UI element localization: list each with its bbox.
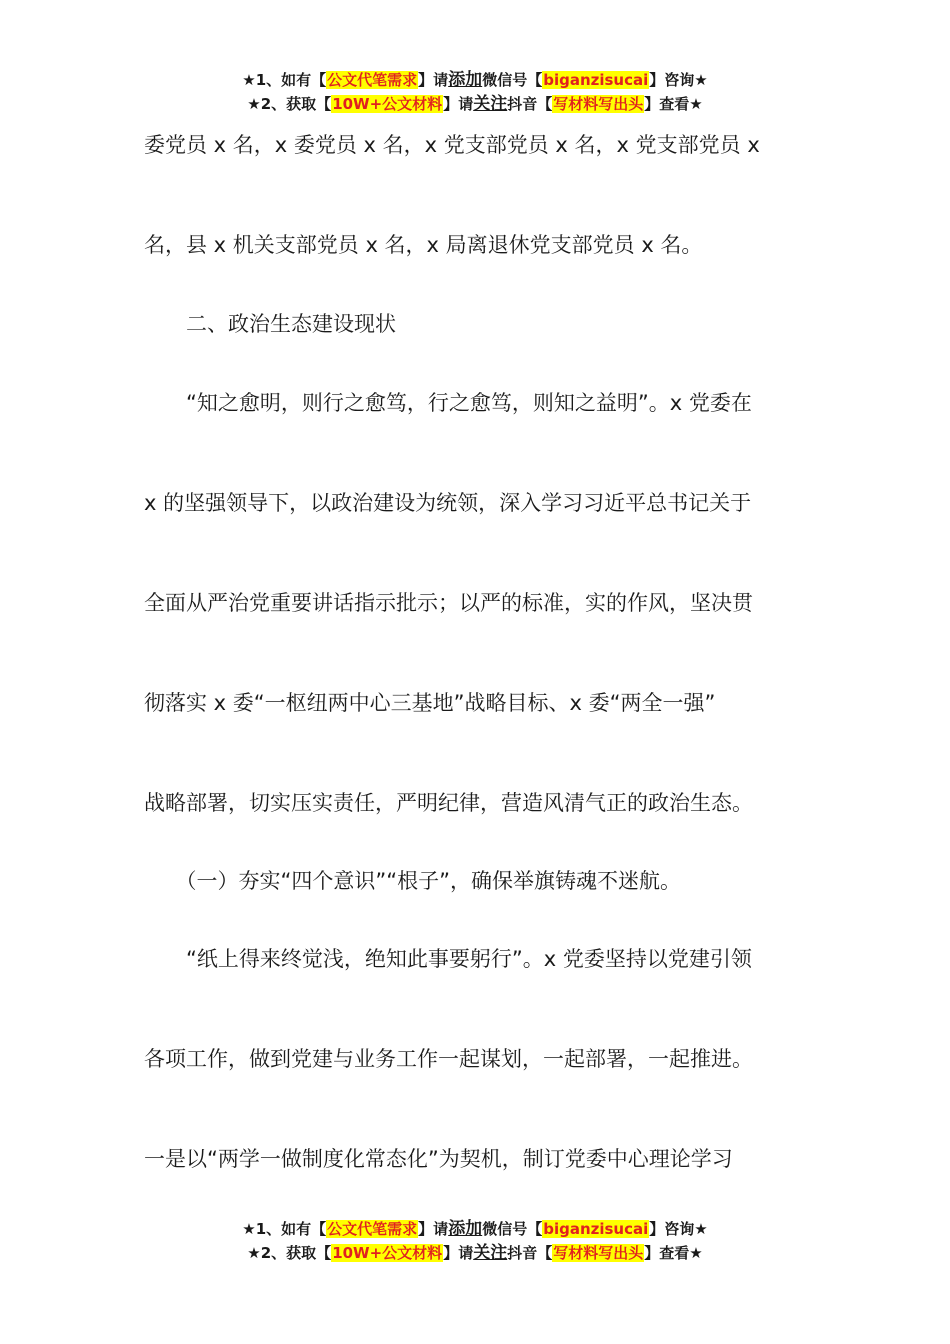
banner-line-2 [0, 1241, 950, 1265]
body-line: 战略部署，切实压实责任，严明纪律，营造风清气正的政治生态。 [144, 791, 753, 815]
body-line: x 的坚强领导下，以政治建设为统领，深入学习习近平总书记关于 [144, 491, 752, 515]
body-line: 全面从严治党重要讲话指示批示；以严的标准，实的作风，坚决贯 [144, 591, 753, 615]
highlight-materials: 10W+公文材料 [332, 95, 443, 113]
body-line: 彻落实 x 委“一枢纽两中心三基地”战略目标、x 委“两全一强” [144, 691, 716, 715]
banner-emphasis: 关注 [473, 1243, 508, 1263]
banner-line-1 [0, 68, 950, 92]
highlight-service: 公文代笔需求 [327, 71, 418, 89]
body-line: 各项工作，做到党建与业务工作一起谋划，一起部署，一起推进。 [144, 1047, 753, 1071]
subsection-heading: （一）夯实“四个意识”“根子”，确保举旗铸魂不迷航。 [144, 869, 682, 893]
banner-text: 微信号【 [482, 1220, 543, 1238]
highlight-wechat-id: biganzisucai [543, 71, 649, 89]
highlight-wechat-id: biganzisucai [543, 1220, 649, 1238]
banner-emphasis: 添加 [448, 1219, 483, 1239]
highlight-materials: 10W+公文材料 [332, 1244, 443, 1262]
banner-text: 】查看★ [644, 95, 703, 113]
banner-text: 】请 [443, 1244, 474, 1262]
body-line: 委党员 x 名，x 委党员 x 名，x 党支部党员 x 名，x 党支部党员 x [144, 133, 760, 157]
banner-text: 微信号【 [482, 71, 543, 89]
banner-line-2 [0, 92, 950, 116]
banner-text: 】请 [443, 95, 474, 113]
banner-text: ★2、获取【 [247, 1244, 332, 1262]
banner-text: 抖音【 [507, 1244, 553, 1262]
banner-line-1 [0, 1217, 950, 1241]
banner-text: ★2、获取【 [247, 95, 332, 113]
banner-text: 】咨询★ [649, 71, 708, 89]
highlight-douyin: 写材料写出头 [553, 95, 644, 113]
banner-emphasis: 关注 [473, 94, 508, 114]
banner-text: 抖音【 [507, 95, 553, 113]
banner-text: 】请 [418, 1220, 449, 1238]
body-line: “纸上得来终觉浅，绝知此事要躬行”。x 党委坚持以党建引领 [144, 947, 752, 971]
banner-emphasis: 添加 [448, 70, 483, 90]
section-heading: 二、政治生态建设现状 [144, 312, 396, 336]
banner-text: 】查看★ [644, 1244, 703, 1262]
body-line: “知之愈明，则行之愈笃，行之愈笃，则知之益明”。x 党委在 [144, 391, 752, 415]
highlight-douyin: 写材料写出头 [553, 1244, 644, 1262]
body-line: 一是以“两学一做制度化常态化”为契机，制订党委中心理论学习 [144, 1147, 733, 1171]
banner-text: 】请 [418, 71, 449, 89]
banner-text: ★1、如有【 [242, 1220, 327, 1238]
header-banner [0, 68, 950, 116]
footer-banner [0, 1217, 950, 1265]
body-line: 名，县 x 机关支部党员 x 名，x 局离退休党支部党员 x 名。 [144, 233, 703, 257]
banner-text: 】咨询★ [649, 1220, 708, 1238]
banner-text: ★1、如有【 [242, 71, 327, 89]
highlight-service: 公文代笔需求 [327, 1220, 418, 1238]
